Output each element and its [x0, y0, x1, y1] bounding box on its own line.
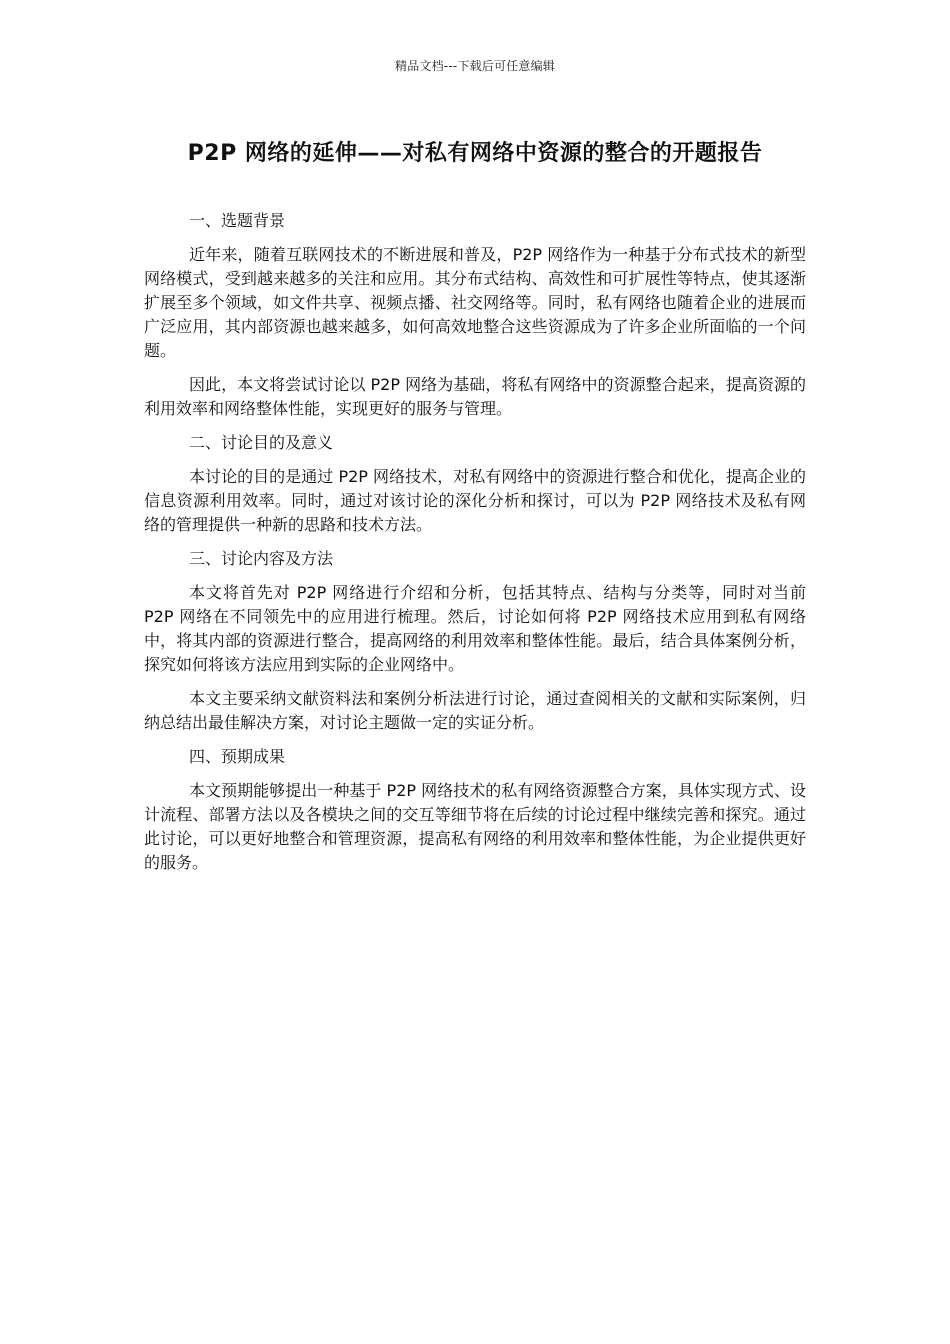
paragraph: 本文将首先对 P2P 网络进行介绍和分析，包括其特点、结构与分类等，同时对当前 P2P 网络在不同领先中的应用进行梳理。然后，讨论如何将 P2P 网络技术应用到私有网络中，将其内部的资源进行整合，提高网络的利用效率和整体性能。最后，结合具体案例分析，探究如何将该方法应用到实际的企业网络中。: [144, 583, 806, 674]
section-heading: 一、选题背景: [189, 211, 286, 230]
section-expected-results: [144, 745, 806, 875]
section-heading: 三、讨论内容及方法: [189, 549, 334, 568]
document-body: [144, 209, 806, 885]
section-purpose: [144, 431, 806, 537]
paragraph: 本讨论的目的是通过 P2P 网络技术，对私有网络中的资源进行整合和优化，提高企业的信息资源利用效率。同时，通过对该讨论的深化分析和探讨，可以为 P2P 网络技术及私有网络的管理提供一种新的思路和技术方法。: [144, 467, 806, 534]
document-title: P2P 网络的延伸——对私有网络中资源的整合的开题报告: [187, 141, 763, 166]
paragraph: 因此，本文将尝试讨论以 P2P 网络为基础，将私有网络中的资源整合起来，提高资源的利用效率和网络整体性能，实现更好的服务与管理。: [144, 375, 806, 418]
paragraph: 本文预期能够提出一种基于 P2P 网络技术的私有网络资源整合方案，具体实现方式、设计流程、部署方法以及各模块之间的交互等细节将在后续的讨论过程中继续完善和探究。通过此讨论，可以更好地整合和管理资源，提高私有网络的利用效率和整体性能，为企业提供更好的服务。: [144, 781, 806, 872]
section-background: [144, 209, 806, 421]
section-heading: 四、预期成果: [189, 747, 286, 766]
paragraph: 近年来，随着互联网技术的不断进展和普及，P2P 网络作为一种基于分布式技术的新型网络模式，受到越来越多的关注和应用。其分布式结构、高效性和可扩展性等特点，使其逐渐扩展至多个领域，如文件共享、视频点播、社交网络等。同时，私有网络也随着企业的进展而广泛应用，其内部资源也越来越多，如何高效地整合这些资源成为了许多企业所面临的一个问题。: [144, 245, 806, 360]
section-heading: 二、讨论目的及意义: [189, 433, 334, 452]
header-note: 精品文档---下载后可任意编辑: [395, 59, 555, 73]
section-content-methods: [144, 547, 806, 735]
paragraph: 本文主要采纳文献资料法和案例分析法进行讨论，通过查阅相关的文献和实际案例，归纳总结出最佳解决方案，对讨论主题做一定的实证分析。: [144, 689, 806, 732]
